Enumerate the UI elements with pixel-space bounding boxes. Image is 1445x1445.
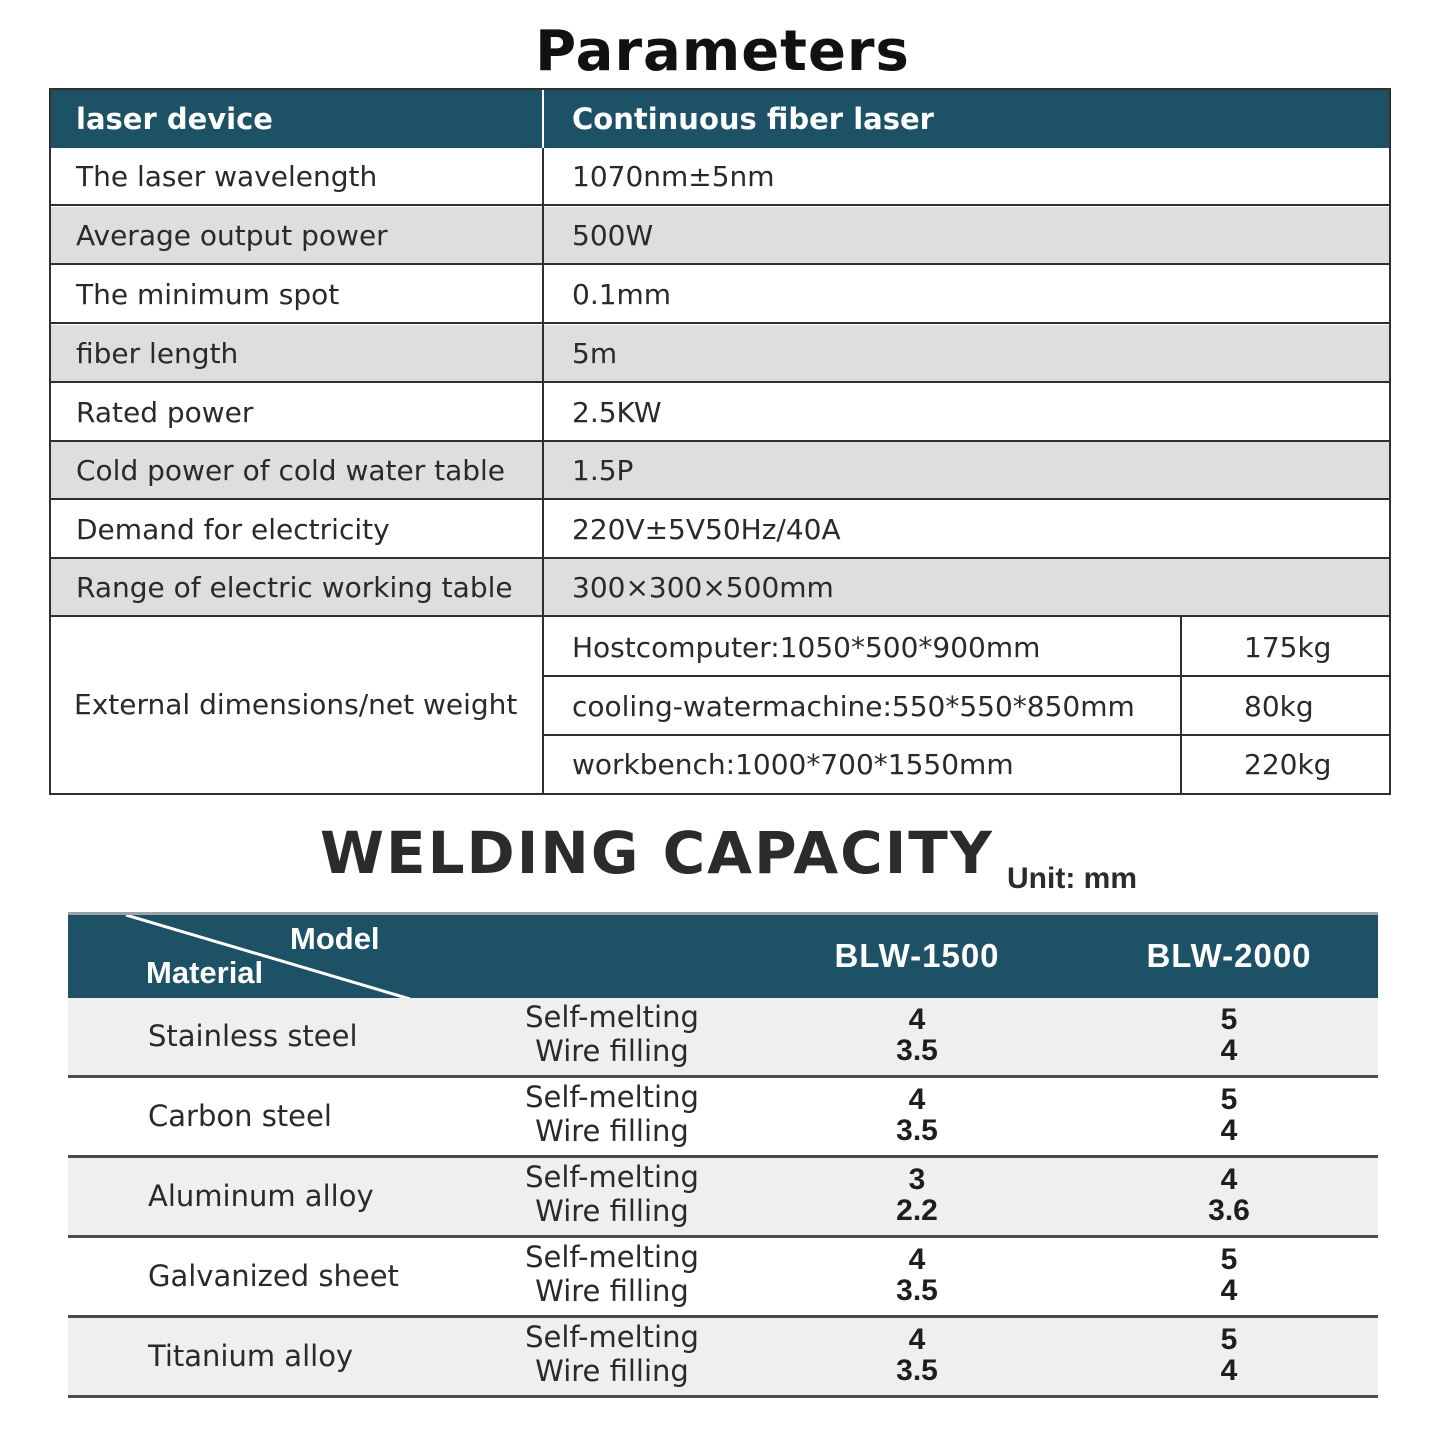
process-wire-filling: Wire filling bbox=[535, 1274, 689, 1308]
row-label: fiber length bbox=[76, 337, 239, 370]
row-value: 1070nm±5nm bbox=[572, 160, 775, 193]
external-item-row bbox=[544, 736, 1389, 794]
blw-1500-values bbox=[797, 1164, 1037, 1226]
value-self-melting: 4 bbox=[908, 1003, 926, 1036]
external-dimensions: cooling-watermachine:550*550*850mm bbox=[572, 690, 1135, 723]
value-self-melting: 5 bbox=[1220, 1083, 1238, 1116]
material-name: Aluminum alloy bbox=[148, 1179, 374, 1213]
value-self-melting: 4 bbox=[908, 1243, 926, 1276]
blw-1500-values bbox=[797, 1084, 1037, 1146]
welding-capacity-table bbox=[68, 912, 1378, 1402]
material-name: Carbon steel bbox=[148, 1099, 332, 1133]
row-value: 0.1mm bbox=[572, 278, 672, 311]
process-wire-filling: Wire filling bbox=[535, 1034, 689, 1068]
blw-2000-values bbox=[1109, 1244, 1349, 1306]
welding-capacity-title: WELDING CAPACITY bbox=[320, 819, 994, 887]
value-wire-filling: 3.5 bbox=[896, 1034, 938, 1067]
header-model-blw-1500: BLW-1500 bbox=[834, 937, 1000, 974]
table-row bbox=[51, 266, 1389, 324]
value-wire-filling: 4 bbox=[1220, 1034, 1238, 1067]
row-value: 2.5KW bbox=[572, 396, 662, 429]
blw-2000-values bbox=[1109, 1084, 1349, 1146]
blw-1500-values bbox=[797, 1324, 1037, 1386]
value-self-melting: 4 bbox=[908, 1323, 926, 1356]
header-value: Continuous fiber laser bbox=[572, 102, 934, 136]
table-row bbox=[51, 325, 1389, 383]
external-item-row bbox=[544, 619, 1389, 677]
value-wire-filling: 3.5 bbox=[896, 1274, 938, 1307]
material-name: Titanium alloy bbox=[148, 1339, 354, 1373]
value-self-melting: 5 bbox=[1220, 1243, 1238, 1276]
row-value: 5m bbox=[572, 337, 618, 370]
header-material-label: Material bbox=[146, 955, 264, 990]
process-self-melting: Self-melting bbox=[525, 1240, 699, 1274]
blw-2000-values bbox=[1109, 1164, 1349, 1226]
table-row bbox=[68, 1078, 1378, 1158]
process-wire-filling: Wire filling bbox=[535, 1194, 689, 1228]
process-self-melting: Self-melting bbox=[525, 1320, 699, 1354]
parameters-header-row bbox=[51, 90, 1389, 148]
blw-2000-values bbox=[1109, 1324, 1349, 1386]
header-model-blw-2000: BLW-2000 bbox=[1146, 937, 1312, 974]
header-label: laser device bbox=[76, 102, 273, 136]
value-wire-filling: 4 bbox=[1220, 1274, 1238, 1307]
process-list bbox=[502, 1320, 722, 1388]
row-label: The minimum spot bbox=[76, 278, 340, 311]
row-label: Average output power bbox=[76, 219, 388, 252]
value-wire-filling: 3.6 bbox=[1208, 1194, 1250, 1227]
table-row bbox=[51, 148, 1389, 206]
value-self-melting: 4 bbox=[1220, 1163, 1238, 1196]
external-weight: 80kg bbox=[1244, 690, 1314, 723]
table-row bbox=[68, 998, 1378, 1078]
process-list bbox=[502, 1240, 722, 1308]
blw-2000-values bbox=[1109, 1004, 1349, 1066]
parameters-table bbox=[49, 88, 1391, 795]
process-wire-filling: Wire filling bbox=[535, 1114, 689, 1148]
value-wire-filling: 3.5 bbox=[896, 1114, 938, 1147]
row-value: 500W bbox=[572, 219, 654, 252]
row-value: 220V±5V50Hz/40A bbox=[572, 513, 841, 546]
process-list bbox=[502, 1000, 722, 1068]
process-list bbox=[502, 1080, 722, 1148]
process-self-melting: Self-melting bbox=[525, 1160, 699, 1194]
weight-divider bbox=[1180, 617, 1182, 793]
parameters-title: Parameters bbox=[535, 19, 910, 84]
process-self-melting: Self-melting bbox=[525, 1080, 699, 1114]
process-self-melting: Self-melting bbox=[525, 1000, 699, 1034]
blw-1500-values bbox=[797, 1004, 1037, 1066]
external-weight: 220kg bbox=[1244, 748, 1332, 781]
value-wire-filling: 4 bbox=[1220, 1114, 1238, 1147]
table-row bbox=[51, 501, 1389, 559]
table-row bbox=[51, 384, 1389, 442]
external-dimensions-label: External dimensions/net weight bbox=[74, 688, 518, 721]
header-model-label: Model bbox=[290, 921, 380, 956]
row-label: Cold power of cold water table bbox=[76, 454, 506, 487]
external-item-row bbox=[544, 678, 1389, 736]
value-self-melting: 4 bbox=[908, 1083, 926, 1116]
external-dimensions: workbench:1000*700*1550mm bbox=[572, 748, 1014, 781]
process-list bbox=[502, 1160, 722, 1228]
value-wire-filling: 3.5 bbox=[896, 1354, 938, 1387]
row-value: 300×300×500mm bbox=[572, 571, 834, 604]
table-row bbox=[51, 442, 1389, 500]
external-dimensions: Hostcomputer:1050*500*900mm bbox=[572, 631, 1041, 664]
row-label: The laser wavelength bbox=[76, 160, 378, 193]
value-self-melting: 5 bbox=[1220, 1323, 1238, 1356]
table-row bbox=[68, 1318, 1378, 1398]
material-name: Stainless steel bbox=[148, 1019, 358, 1053]
process-wire-filling: Wire filling bbox=[535, 1354, 689, 1388]
table-row bbox=[68, 1238, 1378, 1318]
row-label: Rated power bbox=[76, 396, 254, 429]
table-row bbox=[68, 1158, 1378, 1238]
row-label: Range of electric working table bbox=[76, 571, 513, 604]
material-name: Galvanized sheet bbox=[148, 1259, 399, 1293]
table-row bbox=[51, 207, 1389, 265]
row-label: Demand for electricity bbox=[76, 513, 390, 546]
blw-1500-values bbox=[797, 1244, 1037, 1306]
external-weight: 175kg bbox=[1244, 631, 1332, 664]
row-value: 1.5P bbox=[572, 454, 634, 487]
table-row bbox=[51, 559, 1389, 617]
header-divider bbox=[542, 90, 544, 148]
value-self-melting: 5 bbox=[1220, 1003, 1238, 1036]
value-wire-filling: 2.2 bbox=[896, 1194, 938, 1227]
welding-header-row bbox=[68, 912, 1378, 998]
value-wire-filling: 4 bbox=[1220, 1354, 1238, 1387]
unit-label: Unit: mm bbox=[1007, 862, 1137, 895]
value-self-melting: 3 bbox=[908, 1163, 926, 1196]
